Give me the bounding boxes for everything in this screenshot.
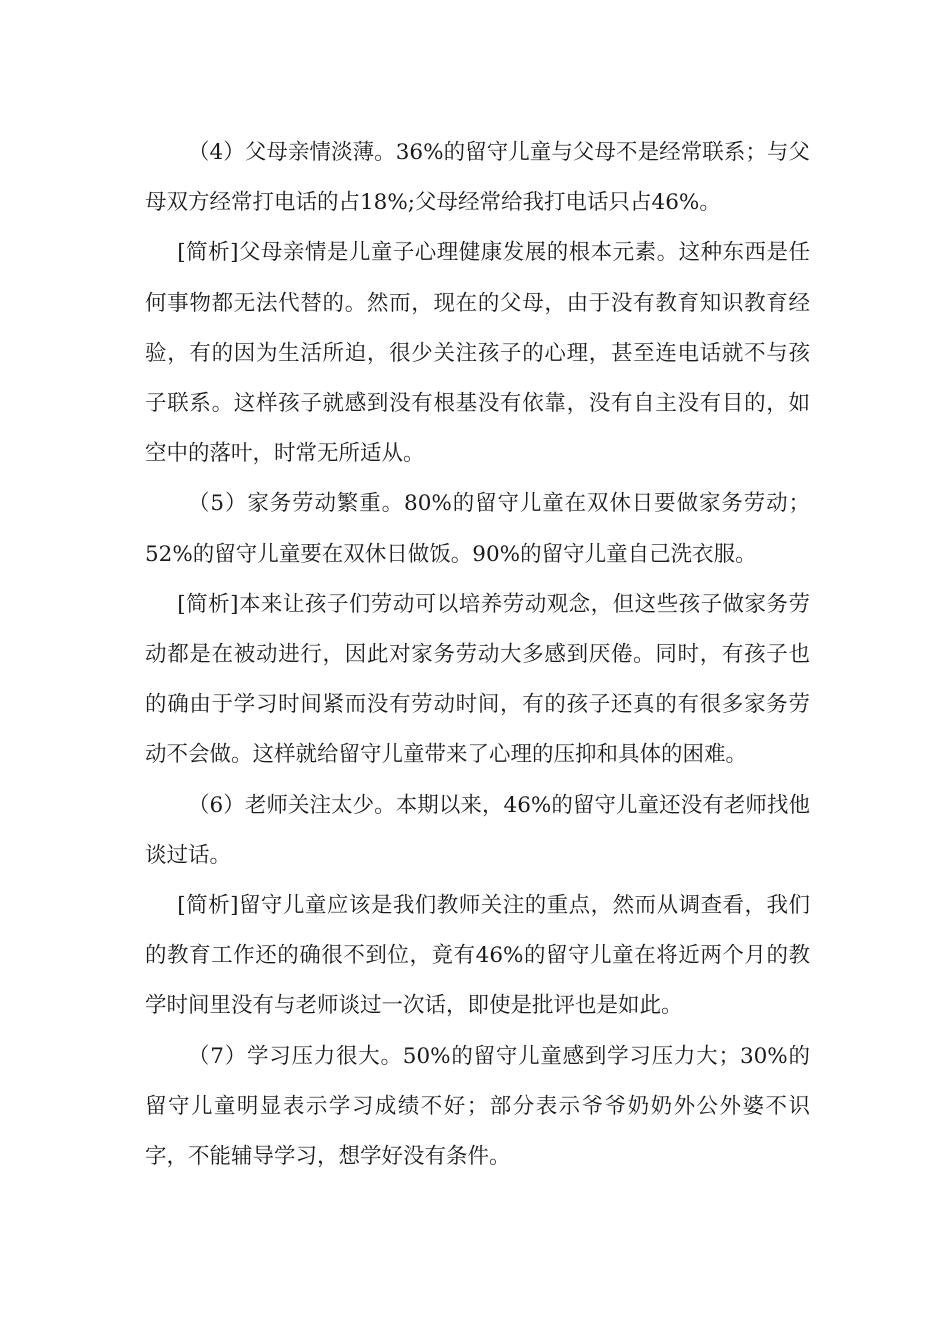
document-body bbox=[145, 128, 810, 1182]
analysis-paragraph-6: [简析]留守儿童应该是我们教师关注的重点，然而从调查看，我们的教育工作还的确很不到位，竟有46%的留守儿童在将近两个月的教学时间里没有与老师谈过一次话，即使是批评也是如此。 bbox=[145, 893, 810, 1019]
paragraph-item-5: （5）家务劳动繁重。80%的留守儿童在双休日要做家务劳动；52%的留守儿童要在双休日做饭。90%的留守儿童自己洗衣服。 bbox=[145, 491, 810, 567]
paragraph-item-6: （6）老师关注太少。本期以来，46%的留守儿童还没有老师找他谈过话。 bbox=[145, 792, 810, 868]
paragraph-item-7: （7）学习压力很大。50%的留守儿童感到学习压力大；30%的留守儿童明显表示学习成绩不好；部分表示爷爷奶奶外公外婆不识字，不能辅导学习，想学好没有条件。 bbox=[145, 1043, 810, 1170]
analysis-paragraph-4: [简析]父母亲情是儿童子心理健康发展的根本元素。这种东西是任何事物都无法代替的。然而，现在的父母，由于没有教育知识教育经验，有的因为生活所迫，很少关注孩子的心理，甚至连电话就不与孩子联系。这样孩子就感到没有根基没有依靠，没有自主没有目的，如空中的落叶，时常无所适从。 bbox=[145, 240, 810, 467]
analysis-paragraph-5: [简析]本来让孩子们劳动可以培养劳动观念，但这些孩子做家务劳动都是在被动进行，因此对家务劳动大多感到厌倦。同时，有孩子也的确由于学习时间紧而没有劳动时间，有的孩子还真的有很多家务劳动不会做。这样就给留守儿童带来了心理的压抑和具体的困难。 bbox=[145, 591, 810, 768]
paragraph-item-4: （4）父母亲情淡薄。36%的留守儿童与父母不是经常联系；与父母双方经常打电话的占18%;父母经常给我打电话只占46%。 bbox=[145, 140, 810, 216]
